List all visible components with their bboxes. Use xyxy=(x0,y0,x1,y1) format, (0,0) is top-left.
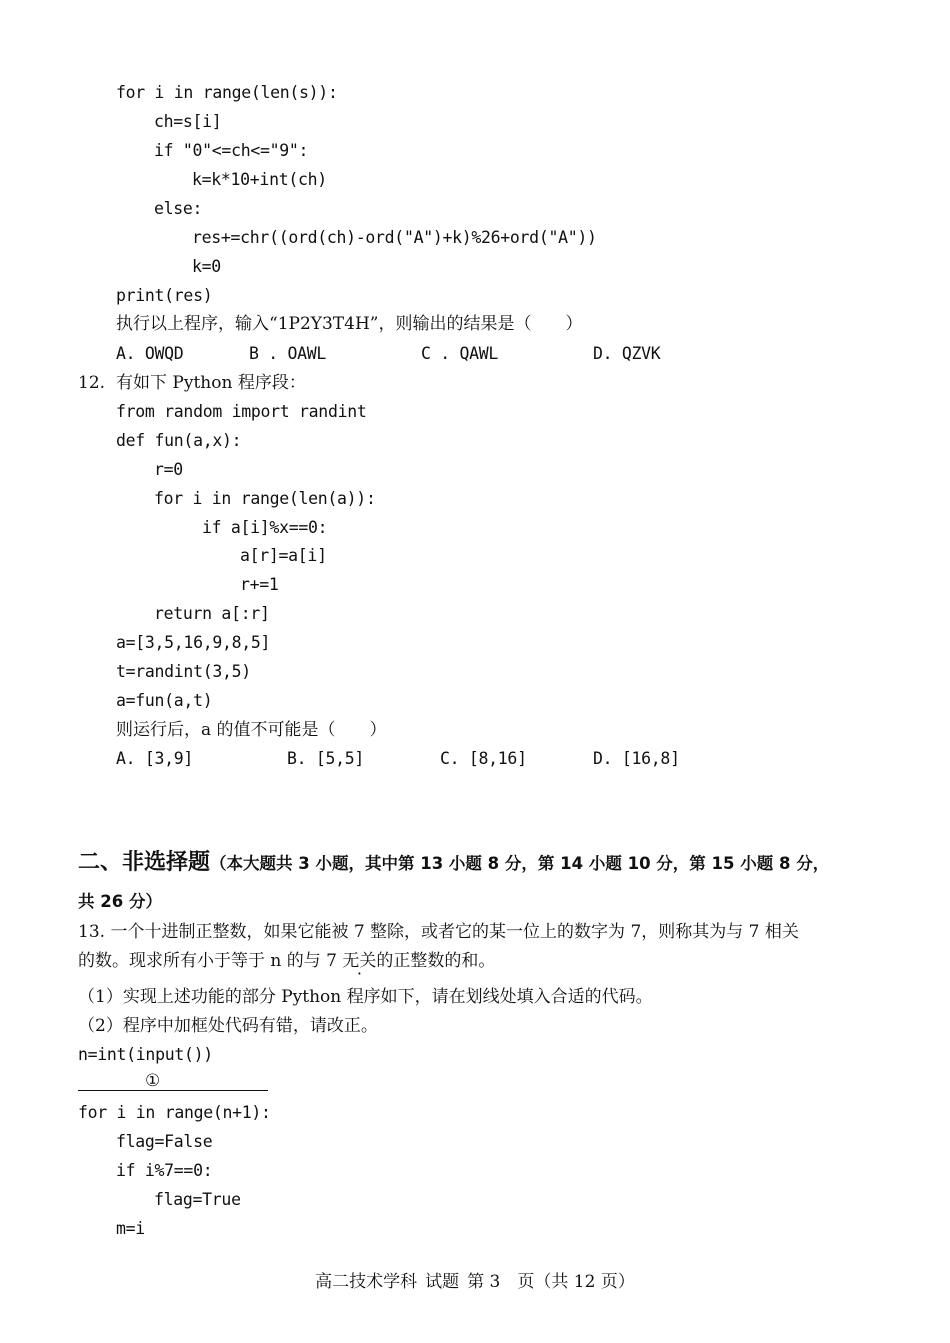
blank-number: ① xyxy=(145,1071,161,1091)
code-line: if "0"<=ch<="9": xyxy=(154,141,309,160)
footer-subject: 高二技术学科 xyxy=(315,1272,418,1292)
code-line: else: xyxy=(154,199,203,218)
question-number: 12. xyxy=(78,373,106,393)
question-text-part: 的数。现求所有小于等于 n 的与 7 xyxy=(78,951,343,971)
option-d: D. QZVK xyxy=(593,344,661,363)
code-line: return a[:r] xyxy=(154,604,270,623)
code-line: n=int(input()) xyxy=(78,1045,213,1064)
question-intro: 有如下 Python 程序段： xyxy=(116,373,306,393)
footer-type: 试题 xyxy=(425,1272,460,1292)
code-line: for i in range(len(a)): xyxy=(154,489,376,508)
section-title: 二、非选择题 xyxy=(78,850,211,875)
code-line: from random import randint xyxy=(116,402,367,421)
question-text: 执行以上程序，输入“1P2Y3T4H”，则输出的结果是（ ） xyxy=(116,314,583,334)
code-line: if i%7==0: xyxy=(116,1161,213,1180)
footer-page-number: 第 3 页（共 12 页） xyxy=(467,1272,635,1292)
subquestion-1: （1）实现上述功能的部分 Python 程序如下，请在划线处填入合适的代码。 xyxy=(78,987,653,1007)
code-line: if a[i]%x==0: xyxy=(202,518,328,537)
option-c: C. [8,16] xyxy=(440,749,527,768)
code-line: for i in range(n+1): xyxy=(78,1103,271,1122)
section-heading xyxy=(78,845,829,876)
code-line: for i in range(len(s)): xyxy=(116,83,338,102)
code-line: flag=True xyxy=(154,1190,241,1209)
question-text: 13. 一个十进制正整数，如果它能被 7 整除，或者它的某一位上的数字为 7，则称其为与 7 相关 xyxy=(78,922,799,942)
code-line: print(res) xyxy=(116,286,213,305)
question-text: 则运行后，a 的值不可能是（ ） xyxy=(116,720,387,740)
emphasized-text: 无关 xyxy=(342,951,377,971)
option-b: B . OAWL xyxy=(249,344,327,363)
code-line: k=0 xyxy=(192,257,221,276)
page-footer xyxy=(0,1267,950,1292)
option-d: D. [16,8] xyxy=(593,749,680,768)
question-text xyxy=(78,950,495,972)
code-line: r=0 xyxy=(154,460,183,479)
code-line: a[r]=a[i] xyxy=(240,546,327,565)
option-a: A. [3,9] xyxy=(116,749,194,768)
code-line: a=[3,5,16,9,8,5] xyxy=(116,633,271,652)
question-text-part: 的正整数的和。 xyxy=(376,951,496,971)
code-line: ch=s[i] xyxy=(154,112,222,131)
code-line: a=fun(a,t) xyxy=(116,691,213,710)
code-line: def fun(a,x): xyxy=(116,431,242,450)
section-note-continued: 共 26 分） xyxy=(78,892,162,911)
code-line: r+=1 xyxy=(240,575,279,594)
code-line: flag=False xyxy=(116,1132,213,1151)
code-line: t=randint(3,5) xyxy=(116,662,251,681)
code-line: res+=chr((ord(ch)-ord("A")+k)%26+ord("A")) xyxy=(192,228,597,247)
option-c: C . QAWL xyxy=(421,344,499,363)
subquestion-2: （2）程序中加框处代码有错，请改正。 xyxy=(78,1016,378,1036)
code-line: k=k*10+int(ch) xyxy=(192,170,327,189)
option-a: A. OWQD xyxy=(116,344,184,363)
option-b: B. [5,5] xyxy=(287,749,365,768)
section-note: （本大题共 3 小题，其中第 13 小题 8 分，第 14 小题 10 分，第 15 小题 8 分， xyxy=(210,854,830,873)
code-line: m=i xyxy=(116,1219,145,1238)
answer-blank-line xyxy=(78,1090,268,1091)
